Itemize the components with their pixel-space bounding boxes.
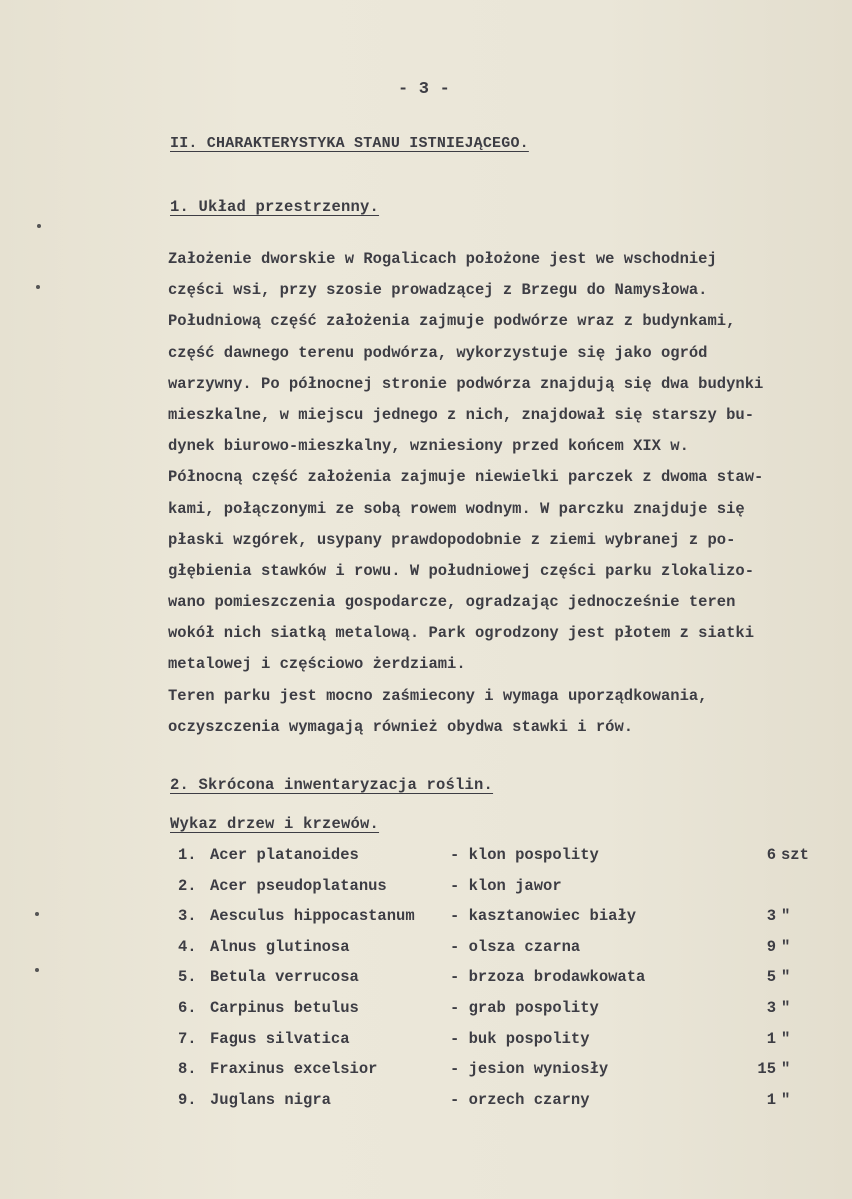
paragraph-line: dynek biurowo-mieszkalny, wzniesiony przed końcem XIX w.: [168, 437, 689, 456]
quantity-unit: szt: [781, 846, 809, 864]
latin-name: Alnus glutinosa: [210, 937, 350, 956]
latin-name: Fraxinus excelsior: [210, 1060, 378, 1079]
paragraph-line: mieszkalne, w miejscu jednego z nich, znajdował się starszy bu-: [168, 405, 754, 424]
list-item: [178, 1054, 828, 1085]
quantity: 3: [766, 907, 776, 926]
latin-name: Juglans nigra: [210, 1090, 331, 1109]
list-item: [178, 901, 828, 932]
paragraph-line: metalowej i częściowo żerdziami.: [168, 655, 466, 674]
page-number: - 3 -: [398, 80, 451, 99]
plant-number: 9.: [178, 1090, 197, 1109]
quantity-unit: ": [781, 1090, 791, 1109]
paragraph-line: kami, połączonymi ze sobą rowem wodnym. W parczku znajduje się: [168, 499, 745, 518]
paragraph-line: Teren parku jest mocno zaśmiecony i wymaga uporządkowania,: [168, 686, 708, 705]
polish-name: - olsza czarna: [450, 937, 581, 956]
list-item: [178, 871, 828, 902]
quantity-unit: ": [781, 907, 791, 926]
list-item: [178, 932, 828, 963]
quantity-unit: ": [781, 998, 791, 1017]
quantity-unit: ": [781, 937, 791, 956]
paragraph-line: Północną część założenia zajmuje niewielki parczek z dwoma staw-: [168, 468, 764, 487]
polish-name: - kasztanowiec biały: [450, 907, 637, 926]
latin-name: Carpinus betulus: [210, 998, 359, 1017]
latin-name: Fagus silvatica: [210, 1029, 350, 1048]
quantity: 1: [766, 1029, 776, 1048]
plant-number: 7.: [178, 1029, 197, 1048]
scan-speck: [36, 285, 40, 289]
subsection-title: 2. Skrócona inwentaryzacja roślin.: [170, 776, 494, 794]
body-paragraph: [168, 244, 838, 743]
quantity: 3: [766, 998, 776, 1017]
paragraph-line: płaski wzgórek, usypany prawdopodobnie z ziemi wybranej z po-: [168, 530, 736, 549]
plant-number: 3.: [178, 907, 197, 926]
quantity: 6: [766, 846, 776, 864]
quantity-unit: ": [781, 1060, 791, 1079]
scan-speck: [35, 968, 39, 972]
plant-number: 2.: [178, 876, 197, 895]
latin-name: Acer platanoides: [210, 846, 359, 864]
polish-name: - klon jawor: [450, 876, 562, 895]
subsection-title: 1. Układ przestrzenny.: [170, 198, 380, 216]
paragraph-line: wano pomieszczenia gospodarcze, ogradzając jednocześnie teren: [168, 593, 736, 612]
paragraph-line: Południową część założenia zajmuje podwórze wraz z budynkami,: [168, 312, 736, 331]
polish-name: - orzech czarny: [450, 1090, 590, 1109]
polish-name: - buk pospolity: [450, 1029, 590, 1048]
polish-name: - brzoza brodawkowata: [450, 968, 646, 987]
quantity-unit: ": [781, 968, 791, 987]
paragraph-line: wokół nich siatką metalową. Park ogrodzony jest płotem z siatki: [168, 624, 754, 643]
paragraph-line: Założenie dworskie w Rogalicach położone jest we wschodniej: [168, 250, 717, 268]
quantity: 1: [766, 1090, 776, 1109]
polish-name: - grab pospolity: [450, 998, 599, 1017]
list-item: [178, 962, 828, 993]
list-item: [178, 840, 828, 871]
quantity: 15: [757, 1060, 776, 1079]
plant-list: [178, 840, 828, 1115]
quantity: 5: [766, 968, 776, 987]
plant-number: 4.: [178, 937, 197, 956]
polish-name: - klon pospolity: [450, 846, 599, 864]
scan-speck: [37, 224, 41, 228]
polish-name: - jesion wyniosły: [450, 1060, 609, 1079]
section-heading: II. CHARAKTERYSTYKA STANU ISTNIEJĄCEGO.: [170, 135, 529, 152]
paragraph-line: część dawnego terenu podwórza, wykorzystuje się jako ogród: [168, 343, 708, 362]
list-item: [178, 1024, 828, 1055]
latin-name: Acer pseudoplatanus: [210, 876, 387, 895]
plant-number: 1.: [178, 846, 197, 864]
latin-name: Betula verrucosa: [210, 968, 359, 987]
scan-speck: [35, 912, 39, 916]
quantity-unit: ": [781, 1029, 791, 1048]
paragraph-line: głębienia stawków i rowu. W południowej części parku zlokalizo-: [168, 561, 754, 580]
paragraph-line: oczyszczenia wymagają również obydwa stawki i rów.: [168, 717, 634, 736]
quantity: 9: [766, 937, 776, 956]
list-heading: Wykaz drzew i krzewów.: [170, 815, 380, 833]
plant-number: 5.: [178, 968, 197, 987]
list-item: [178, 1085, 828, 1116]
plant-number: 8.: [178, 1060, 197, 1079]
list-item: [178, 993, 828, 1024]
paragraph-line: części wsi, przy szosie prowadzącej z Brzegu do Namysłowa.: [168, 281, 708, 300]
paragraph-line: warzywny. Po północnej stronie podwórza znajdują się dwa budynki: [168, 374, 764, 393]
plant-number: 6.: [178, 998, 197, 1017]
latin-name: Aesculus hippocastanum: [210, 907, 415, 926]
